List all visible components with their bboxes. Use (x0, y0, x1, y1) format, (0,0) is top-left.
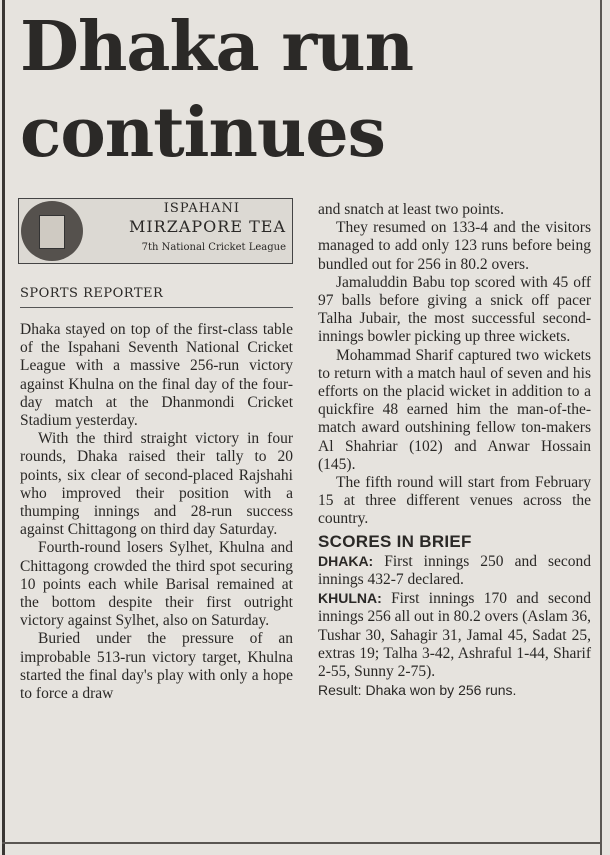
bottom-border-rule (2, 842, 602, 844)
score-dhaka (318, 552, 591, 589)
paragraph: Fourth-round losers Sylhet, Khulna and Chittagong crowded the third spot securing 10 points each while Barisal remained at the bottom despite their first outright victory against Sylhet, also on Saturday. (20, 539, 293, 630)
sponsor-logo-box (18, 198, 293, 264)
tea-pack-icon (21, 201, 83, 261)
scores-heading: SCORES IN BRIEF (318, 531, 472, 551)
byline-divider (20, 307, 293, 308)
paragraph: and snatch at least two points. (318, 201, 504, 218)
paragraph: They resumed on 133-4 and the visitors managed to add only 123 runs before being bundled out for 256 in 80.2 overs. (318, 219, 591, 273)
paragraph: Buried under the pressure of an improbable 513-run victory target, Khulna started the final day's play with only a hope to force a draw (20, 630, 293, 703)
sponsor-line-2: MIRZAPORE TEA (128, 217, 286, 236)
score-text-dhaka: First innings 250 and second innings 432-7 declared. (318, 552, 591, 589)
left-border-rule (2, 0, 5, 855)
sponsor-line-1: ISPAHANI (163, 201, 240, 216)
left-column (20, 321, 293, 703)
team-label-dhaka: DHAKA: (318, 552, 374, 569)
paragraph: Jamaluddin Babu top scored with 45 off 97 balls before giving a snick off pacer Talha Jubair, the most successful second-innings bowler picking up three wickets. (318, 273, 591, 346)
score-text-khulna: First innings 170 and second innings 256 all out in 80.2 overs (Aslam 36, Tushar 30, Sahagir 31, Jamal 45, Sadat 25, extras 19; Talha 3-42, Ashraful 1-44, Sharif 2-55, Sunny 2-75). (318, 590, 591, 681)
team-label-khulna: KHULNA: (318, 590, 382, 607)
paragraph: Dhaka stayed on top of the first-class table of the Ispahani Seventh National Cricket League with a massive 256-run victory against Khulna on the final day of the four-day match at the Dhanmondi Cricket Stadium yesterday. (20, 321, 293, 430)
paragraph: Mohammad Sharif captured two wickets to return with a match haul of seven and his efforts on the placid wicket in addition to a quickfire 48 earned him the man-of-the-match award outshining fellow ton-makers Al Shahriar (102) and Anwar Hossain (145). (318, 346, 591, 473)
paragraph: The fifth round will start from February 15 at three different venues across the country. (318, 474, 591, 528)
headline: Dhaka run continues (20, 7, 414, 173)
sponsor-line-3: 7th National Cricket League (141, 242, 286, 253)
match-result: Result: Dhaka won by 256 runs. (318, 682, 517, 699)
byline: SPORTS REPORTER (20, 286, 164, 301)
paragraph: With the third straight victory in four rounds, Dhaka raised their tally to 20 points, six clear of second-placed Rajshahi who improved their position with a thumping innings and 28-run success against Chittagong on third day Saturday. (20, 430, 293, 539)
score-khulna (318, 589, 591, 681)
right-border-rule (600, 0, 602, 855)
right-column (318, 201, 591, 699)
